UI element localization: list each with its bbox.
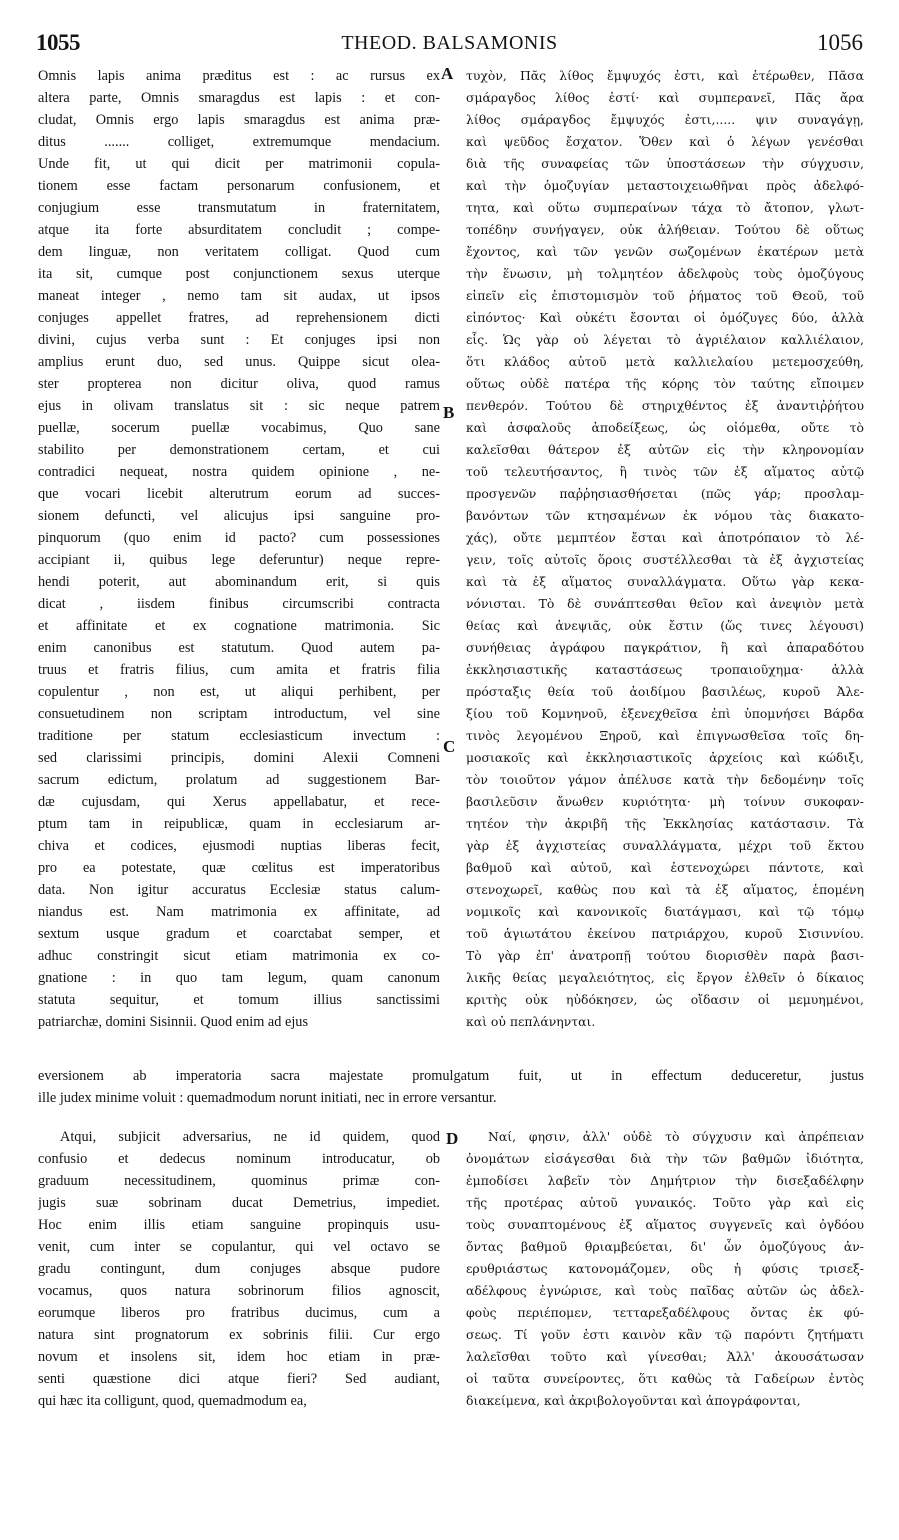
latin-col1-line: Unde fit, ut qui dicit per matrimonii copula- (38, 156, 440, 172)
greek-col2-line: Ναί, φησιν, ἀλλ' οὐδὲ τὸ σύγχυσιν καὶ ἀπρέπειαν (488, 1129, 864, 1144)
latin-col2-line: venit, cum inter se copulantur, qui vel octavo se (38, 1239, 440, 1255)
greek-col2-line: τῆς προτέρας αὐτοῦ γυναικός. Τοῦτο γὰρ καὶ εἰς (466, 1195, 864, 1210)
greek-col1-line: καὶ τὰ ἐξ αἵματος συναλλάγματα. Οὕτω γὰρ κεκα- (466, 574, 864, 589)
greek-col1-line: βανόντων τῶν κτησαμένων ἐκ νόμου τὰς διακατο- (466, 508, 864, 523)
latin-col1-line: statuta sequitur, et tomum illius sanctissimi (38, 992, 440, 1008)
greek-col1-line: ἔχοντος, καὶ τῶν γενῶν σωζομένων ἑκατέρων μετὰ (466, 244, 864, 259)
latin-column-upper (38, 65, 440, 1065)
latin-col2-line: senti quæstione dici atque fieri? Sed audiant, (38, 1371, 440, 1387)
greek-col1-line: τητέον τὴν ἀκριβῆ τῆς Ἐκκλησίας κατάστασιν. Τὰ (466, 816, 864, 831)
greek-col1-line: τὴν ἕνωσιν, μὴ τολμητέον ἀδελφοὺς τοὺς ὁμοζύγους (466, 266, 864, 281)
greek-col1-line: σμάραγδος λίθος ἐστί· καὶ συμπερανεῖ, Πᾶς ἄρα (466, 90, 864, 105)
page-number-left: 1055 (36, 30, 80, 55)
section-marker-c: C (443, 737, 456, 756)
greek-column-lower (466, 1126, 864, 1416)
latin-col1-line: patriarchæ, domini Sisinnii. Quod enim ad ejus (38, 1014, 309, 1030)
latin-col1-line: atque ita forte absurditatem concludit ; compe- (38, 222, 440, 238)
latin-col1-line: pro ea potestate, quæ cœlitus est imperatoribus (38, 860, 440, 876)
latin-col1-line: sextum usque gradum et coarctabat semper, et (38, 926, 440, 942)
latin-col1-line: adhuc constringit sicut etiam matrimonia ex co- (38, 948, 440, 964)
latin-col1-line: cludat, Omnis ergo lapis smaragdus est anima præ- (38, 112, 440, 128)
latin-col2-line: confusio et dedecus nominum introducatur, ob (38, 1151, 440, 1167)
greek-col2-line: σεως. Τί γοῦν ἐστι καινὸν κἂν τῷ παρόντι ζητήματι (466, 1327, 864, 1342)
greek-col1-line: νομικοῖς καὶ κανονικοῖς διατάγμασι, καὶ τῷ τόμῳ (466, 904, 864, 919)
latin-col1-line: puellæ, socerum puellæ vocabimus, Quo sane (38, 420, 440, 436)
greek-col1-line: τοπέδην συνήγαγεν, οὐκ ἀλήθειαν. Τούτου δὲ οὕτως (466, 222, 864, 237)
greek-col1-line: καὶ οὐ πεπλάνηνται. (466, 1014, 596, 1029)
greek-col2-line: διακείμενα, καὶ ἀκριβολογοῦνται καὶ ἀπογράφονται, (466, 1393, 801, 1408)
latin-col2-line: Atqui, subjicit adversarius, ne id quidem, quod (60, 1129, 440, 1145)
greek-col1-line: ἐκκλησιαστικῆς καταστάσεως τροπαιοῦχημα· ἀλλὰ (466, 662, 864, 677)
full-width-line: eversionem ab imperatoria sacra majestate promulgatum fuit, ut in effectum deduceretur, justus (38, 1068, 864, 1084)
latin-col1-line: Omnis lapis anima præditus est : ac rursus ex (38, 68, 440, 84)
greek-col1-line: ὅτι κλάδος αὐτοῦ μετὰ καλλιελαίου μετεμοσχεύθη, (466, 354, 864, 369)
latin-col1-line: sacrum edictum, prolatum ad suggestionem Bar- (38, 772, 440, 788)
greek-col1-line: βασιλεῦσιν ἄνωθεν κυριότητα· μὴ τοίνυν συκοφαν- (466, 794, 864, 809)
latin-col2-line: vocamus, quos natura sobrinorum filios agnoscit, (38, 1283, 440, 1299)
greek-col1-line: τητα, καὶ οὕτω συμπεραίνων τάχα τὸ ἄτοπον, γλωτ- (466, 200, 864, 215)
greek-col1-line: τοῦ τελευτήσαντος, ἢ τινὸς τῶν ἐξ αἵματος αὐτῷ (466, 464, 864, 479)
greek-col1-line: χάς), οὔτε μεμπτέον ἔσται καὶ ἀποτρόπαιον τὸ λέ- (466, 530, 864, 545)
latin-col2-line: graduum necessitudinem, quominus primæ con- (38, 1173, 440, 1189)
greek-col1-line: καλεῖσθαι θάτερον ἐξ αὐτῶν εἰς τὴν κληρονομίαν (466, 442, 864, 457)
latin-col1-line: niandus est. Nam matrimonia ex affinitate, ad (38, 904, 440, 920)
latin-col1-line: dicat , iisdem finibus circumscribi contracta (38, 596, 440, 612)
latin-col1-line: conjugium esse transmutatum in fraternitatem, (38, 200, 440, 216)
latin-col1-line: copulentur , non est, ut aliqui perhibent, per (38, 684, 440, 700)
latin-col1-line: enim canonibus est statutum. Quod autem pa- (38, 640, 440, 656)
latin-col2-line: Hoc enim illis etiam sanguine propinquis usu- (38, 1217, 440, 1233)
latin-col1-line: tionem esse factam personarum confusionem, et (38, 178, 440, 194)
latin-col1-line: dæ cujusdam, qui Xerus appellabatur, et rece- (38, 794, 440, 810)
greek-col1-line: εἷς. Ὡς γὰρ οὐ λέγεται τὸ ἀγριέλαιον καλλιέλαιον, (466, 332, 864, 347)
latin-col1-line: et affinitate et ex cognatione matrimonia. Sic (38, 618, 440, 634)
page-number-right: 1056 (817, 30, 863, 55)
latin-col1-line: ita sit, cumque post conjunctionem sexus uterque (38, 266, 440, 282)
greek-col2-line: ερυθριάστως κατονομάζομεν, οὓς ἡ φύσις τρισεξ- (466, 1261, 864, 1276)
latin-col1-line: truus et fratris filius, cum amita et fratris filia (38, 662, 440, 678)
latin-col1-line: hendi poterit, aut abominandum erit, si quis (38, 574, 440, 590)
latin-col1-line: ptum tam in reipublicæ, quam in ecclesiarum ar- (38, 816, 440, 832)
greek-col1-line: τυχὸν, Πᾶς λίθος ἔμψυχός ἐστι, καὶ ἑτέρωθεν, Πᾶσα (466, 68, 864, 83)
latin-col2-line: qui hæc ita colligunt, quod, quemadmodum ea, (38, 1393, 307, 1409)
latin-col1-line: accipiant ii, quibus lege deferuntur) neque repre- (38, 552, 440, 568)
greek-col2-line: λαλεῖσθαι τοῦτο καὶ γίνεσθαι; Ἀλλ' ἀκουσάτωσαν (466, 1349, 864, 1364)
greek-col1-line: τὸν τοιοῦτον γάμον ἀπέλυσε κατὰ τὴν δεδομένην τοῖς (466, 772, 864, 787)
greek-col1-line: γὰρ ἐξ ἀγχιστείας συναλλάγματα, μέχρι τοῦ ἕκτου (466, 838, 864, 853)
greek-col2-line: ὄντας βαθμοῦ θριαμβεύεται, δι' ὧν ὁμοζύγους ἀν- (466, 1239, 864, 1254)
latin-col1-line: sionem defuncti, vel alicujus ipsi sanguine pro- (38, 508, 440, 524)
latin-col1-line: amplius erunt duo, sed unus. Quippe sicut olea- (38, 354, 440, 370)
latin-col1-line: traditione per statum ecclesiasticum invectum : (38, 728, 440, 744)
greek-col2-line: ἐμποδίσει λαβεῖν τὸν Δημήτριον τὴν δισεξαδέλφην (466, 1173, 864, 1188)
greek-col1-line: καὶ ψεῦδος ἔσχατον. Ὅθεν καὶ ὁ λέγων γενέσθαι (466, 134, 864, 149)
greek-col1-line: στενοχωρεῖ, καθὼς που καὶ τὰ ἐξ αἵματος, ἑπομένη (466, 882, 864, 897)
latin-col1-line: dem linguæ, non veritatem colligat. Quod cum (38, 244, 440, 260)
latin-col1-line: que vocari licebit alterutrum eorum ad succes- (38, 486, 440, 502)
latin-col1-line: consuetudinem non scriptam introductum, vel sine (38, 706, 440, 722)
greek-col1-line: κριτὴς οὐκ ηὐδόκησεν, ὡς οἴδασιν οἱ μεμυημένοι, (466, 992, 864, 1007)
latin-column-lower (38, 1126, 440, 1416)
latin-col1-line: divini, cujus verba sunt : Et conjuges ipsi non (38, 332, 440, 348)
greek-col1-line: εἰπεῖν εἰς ἐπιστομισμὸν τοῦ ῥήματος τοῦ Θεοῦ, τοῦ (466, 288, 864, 303)
greek-col2-line: φοὺς περιέπομεν, τετταρεξαδέλφους ὄντας ἐκ φύ- (466, 1305, 864, 1320)
page-header (36, 30, 863, 60)
greek-col1-line: καὶ τὴν ὁμοζυγίαν μεταστοιχειωθῆναι πρὸς ἀδελφό- (466, 178, 864, 193)
greek-col1-line: τινὸς λεγομένου Ξηροῦ, καὶ ἐπιγνωσθεῖσα τοῖς δη- (466, 728, 864, 743)
latin-col2-line: jugis suæ sobrinam ducat Demetrius, impediet. (38, 1195, 440, 1211)
latin-col1-line: pinquorum (quo enim id pacto? cum possessiones (38, 530, 440, 546)
greek-col1-line: πενθερόν. Τούτου δὲ στηριχθέντος ἐξ ἀναντιῤῥήτου (466, 398, 864, 413)
latin-col1-line: contradici nequeat, nostra quidem opinione , ne- (38, 464, 440, 480)
greek-col1-line: καὶ ἀσφαλοῦς ἀποδείξεως, ὡς οἰόμεθα, οὔτε τὸ (466, 420, 864, 435)
latin-col2-line: gradu contingunt, dum conjuges absque pudore (38, 1261, 440, 1277)
latin-col1-line: gnatione : in quo tam legum, quam canonum (38, 970, 440, 986)
latin-col1-line: stabilito per demonstrationem certam, et cui (38, 442, 440, 458)
latin-col2-line: eorumque liberos pro fratribus ducimus, cum a (38, 1305, 440, 1321)
greek-col1-line: βαθμοῦ καὶ αὐτοῦ, καὶ ἐστενοχώρει πάντοτε, καὶ (466, 860, 864, 875)
greek-col1-line: θείας καὶ ἀνεψιᾶς, οὐκ ἔστιν (ὥς τινες λέγουσι) (466, 618, 864, 633)
greek-col2-line: ὀνομάτων εἰσάγεσθαι διὰ τὴν τῶν βαθμῶν ἰδιότητα, (466, 1151, 864, 1166)
greek-col1-line: νόνισται. Τὸ δὲ συνάπτεσθαι θεῖον καὶ ἀνεψιὸν μετὰ (466, 596, 864, 611)
latin-col1-line: ster propterea non dicitur oliva, quod ramus (38, 376, 440, 392)
section-marker-d: D (446, 1129, 459, 1148)
latin-col1-line: conjuges appellet fratres, ad reprehensionem dicti (38, 310, 440, 326)
latin-col1-line: maneat integer , nemo tam sit audax, ut ipsos (38, 288, 440, 304)
greek-col1-line: γειν, τοῖς αὐτοῖς ὅροις συστέλλεσθαι τὰ ἐξ ἀγχιστείας (466, 552, 864, 567)
greek-col1-line: συνήθειας ἀγράφου παγκράτιον, ἢ καὶ ἀπαραδότου (466, 640, 864, 655)
greek-col1-line: Τὸ γὰρ ἐπ' ἀνατροπῇ τούτου διορισθὲν παρὰ βασι- (466, 948, 864, 963)
greek-col1-line: πρόσταξις θεία τοῦ ἀοιδίμου βασιλέως, κυροῦ Ἀλε- (466, 684, 864, 699)
latin-col2-line: novum et insolens sit, idem hoc etiam in præ- (38, 1349, 440, 1365)
greek-col1-line: προσγενῶν παῤῥησιασθήσεται (πῶς γάρ; προσλαμ- (466, 486, 864, 501)
greek-col1-line: λίθος σμάραγδος ἔμψυχός ἐστι,..... ψιν συναγάγῃ, (466, 112, 864, 127)
running-title: THEOD. BALSAMONIS (341, 32, 558, 54)
greek-col1-line: τοῦ ἁγιωτάτου ἐκείνου πατριάρχου, κυροῦ Σισιννίου. (466, 926, 864, 941)
latin-col2-line: natura sint prognatorum ex sobrinis filii. Cur ergo (38, 1327, 440, 1343)
section-marker-a: A (441, 64, 454, 83)
latin-col1-line: ejus in olivam translatus sit : sic neque patrem (38, 398, 440, 414)
greek-col2-line: τοὺς συναπτομένους ἐξ αἵματος συγγενεῖς καὶ ὀγδόου (466, 1217, 864, 1232)
full-width-line: ille judex minime voluit : quemadmodum norunt initiati, nec in errore versantur. (38, 1090, 497, 1106)
greek-col1-line: διὰ τῆς συναφείας τῶν ὑποστάσεων τὴν σύγχυσιν, (466, 156, 864, 171)
greek-col1-line: λικῆς θείας μεγαλειότητος, εἰς ἔργον ἐλθεῖν ὁ δίκαιος (466, 970, 864, 985)
greek-col2-line: αδέλφους ἐγνώρισε, καὶ τοὺς παῖδας αὐτῶν ὡς ἀδελ- (466, 1283, 864, 1298)
greek-col1-line: οὕτως οὐδὲ πατέρα τῆς κόρης τὸν ταύτης εἴποιμεν (466, 376, 864, 391)
greek-col2-line: οἱ ταῦτα συνείροντες, ὅτι καθὼς τὰ Γαδείρων ἐντὸς (466, 1371, 864, 1386)
latin-col1-line: altera parte, Omnis smaragdus est lapis : et con- (38, 90, 440, 106)
greek-col1-line: ξίου τοῦ Κομνηνοῦ, ἐξενεχθεῖσα ἐπὶ ὑπομνήσει Βάρδα (466, 706, 864, 721)
latin-col1-line: data. Non igitur accuratus Ecclesiæ status calum- (38, 882, 440, 898)
latin-col1-line: sed clarissimi principis, domini Alexii Comneni (38, 750, 440, 766)
greek-col1-line: μοσιακοῖς καὶ ἐκκλησιαστικοῖς ἀρχείοις καὶ κώδιξι, (466, 750, 864, 765)
latin-col1-line: ditus ....... colliget, extremumque mendacium. (38, 134, 440, 150)
full-width-text (38, 1065, 864, 1109)
section-marker-b: B (443, 403, 455, 422)
greek-column-upper (466, 65, 864, 1065)
greek-col1-line: εἰπόντος· Καὶ οὐκέτι ἔσονται οἱ ὁμόζυγες δύο, ἀλλὰ (466, 310, 864, 325)
latin-col1-line: chiva et codices, ejusmodi nuptias liberas fecit, (38, 838, 440, 854)
